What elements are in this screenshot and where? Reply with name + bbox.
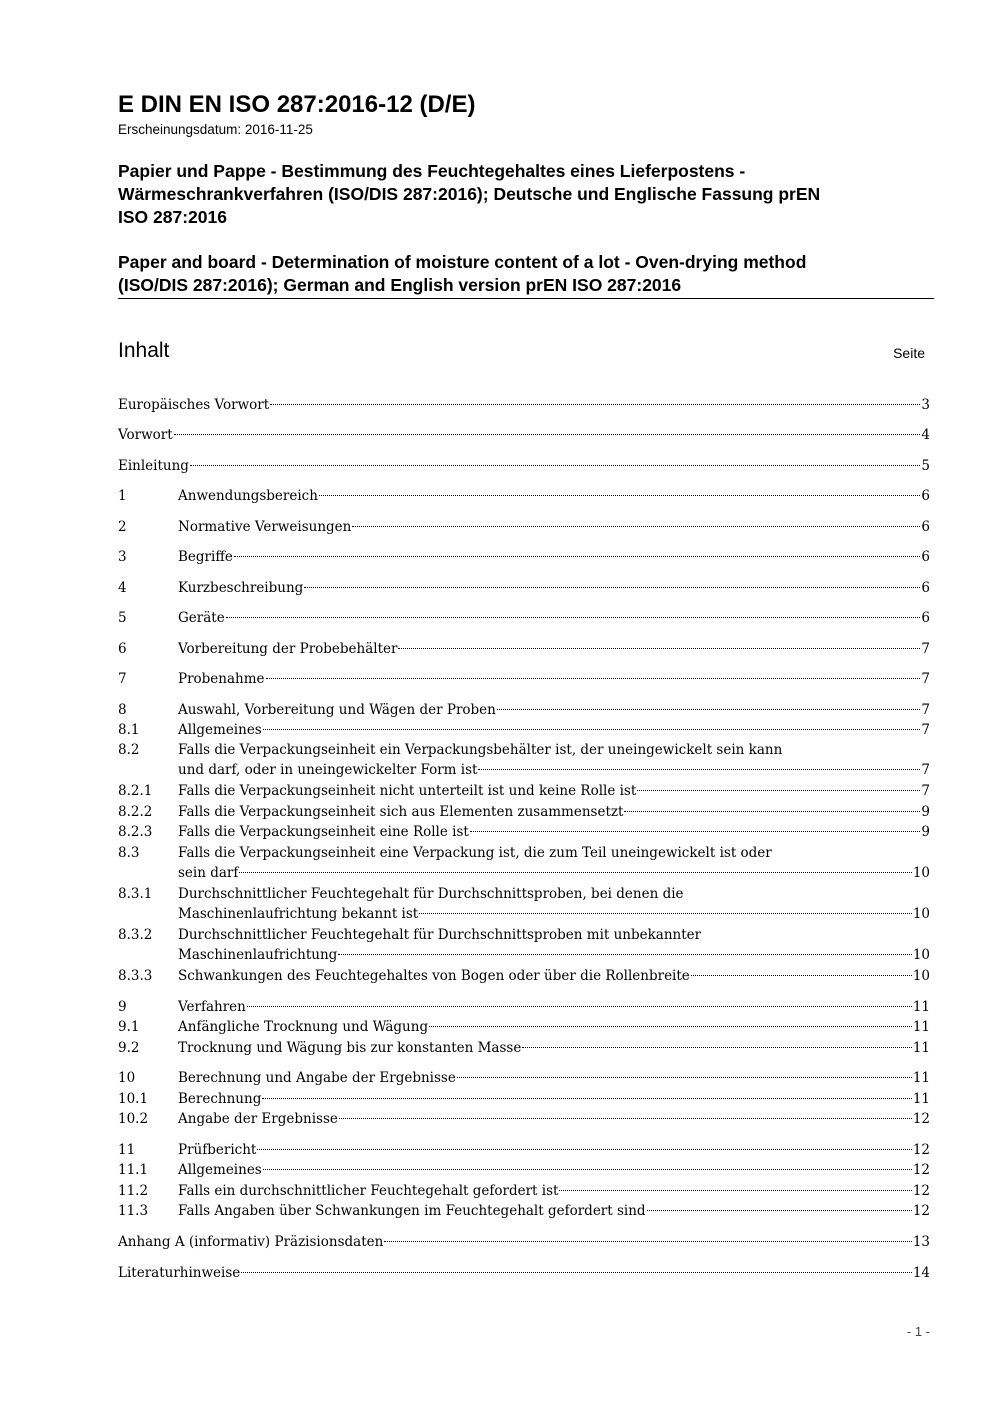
toc-entry[interactable] bbox=[118, 1017, 930, 1037]
toc-entry-continuation[interactable] bbox=[118, 760, 930, 780]
toc-entry-page: 6 bbox=[921, 488, 930, 504]
toc-entry-number: 8.3 bbox=[118, 845, 140, 861]
toc-entry-page: 11 bbox=[912, 1040, 930, 1056]
toc-entry[interactable] bbox=[118, 547, 930, 567]
toc-dot-leader bbox=[319, 494, 920, 496]
toc-page-column-label: Seite bbox=[893, 345, 925, 361]
toc-dot-leader bbox=[497, 708, 921, 710]
toc-entry-page: 9 bbox=[921, 824, 930, 840]
toc-entry-title: Verfahren bbox=[178, 999, 246, 1015]
toc-entry-title: Falls die Verpackungseinheit sich aus Elementen zusammensetzt bbox=[178, 804, 624, 820]
toc-entry-page: 7 bbox=[921, 722, 930, 738]
document-id: E DIN EN ISO 287:2016-12 (D/E) bbox=[118, 91, 476, 118]
title-german-line: Wärmeschrankverfahren (ISO/DIS 287:2016); Deutsche und Englische Fassung prEN bbox=[118, 184, 821, 204]
toc-entry[interactable] bbox=[118, 1140, 930, 1160]
toc-entry[interactable] bbox=[118, 1089, 930, 1109]
toc-entry[interactable] bbox=[118, 669, 930, 689]
toc-entry-number: 8.1 bbox=[118, 722, 140, 738]
toc-entry-number: 1 bbox=[118, 488, 127, 504]
toc-entry-number: 10.2 bbox=[118, 1111, 149, 1127]
toc-dot-leader bbox=[637, 789, 920, 791]
toc-dot-leader bbox=[263, 728, 921, 730]
toc-entry[interactable] bbox=[118, 425, 930, 445]
toc-entry-page: 12 bbox=[912, 1142, 930, 1158]
toc-entry-title: Anwendungsbereich bbox=[178, 488, 318, 504]
toc-entry-number: 8.2.3 bbox=[118, 824, 153, 840]
toc-entry[interactable] bbox=[118, 1160, 930, 1180]
toc-dot-leader bbox=[263, 1168, 912, 1170]
toc-entry-page: 7 bbox=[921, 641, 930, 657]
toc-entry-number: 7 bbox=[118, 671, 127, 687]
toc-dot-leader bbox=[398, 647, 920, 649]
toc-entry-title: Auswahl, Vorbereitung und Wägen der Proben bbox=[178, 702, 496, 718]
toc-entry[interactable] bbox=[118, 1068, 930, 1088]
toc-entry[interactable] bbox=[118, 966, 930, 986]
toc-entry[interactable] bbox=[118, 997, 930, 1017]
toc-entry-number: 8.3.1 bbox=[118, 886, 153, 902]
toc-dot-leader bbox=[624, 810, 920, 812]
title-german-line: ISO 287:2016 bbox=[118, 207, 227, 227]
toc-entry-number: 3 bbox=[118, 549, 127, 565]
toc-entry-page: 3 bbox=[921, 397, 930, 413]
toc-dot-leader bbox=[647, 1209, 912, 1211]
toc-entry-page: 5 bbox=[921, 458, 930, 474]
toc-dot-leader bbox=[174, 433, 921, 435]
toc-entry-number: 8.3.2 bbox=[118, 927, 153, 943]
toc-entry-number: 11.2 bbox=[118, 1183, 149, 1199]
toc-entry[interactable] bbox=[118, 720, 930, 740]
toc-entry-title: Vorbereitung der Probebehälter bbox=[178, 641, 398, 657]
toc-entry-page: 6 bbox=[921, 610, 930, 626]
toc-entry[interactable] bbox=[118, 822, 930, 842]
title-english-line: Paper and board - Determination of moisture content of a lot - Oven-drying method bbox=[118, 252, 807, 272]
toc-entry-page: 11 bbox=[912, 1091, 930, 1107]
toc-dot-leader bbox=[419, 912, 912, 914]
toc-entry[interactable] bbox=[118, 843, 930, 863]
toc-entry-number: 8.2 bbox=[118, 742, 140, 758]
toc-entry[interactable] bbox=[118, 486, 930, 506]
toc-entry-page: 12 bbox=[912, 1111, 930, 1127]
toc-entry[interactable] bbox=[118, 700, 930, 720]
toc-entry-title: Berechnung und Angabe der Ergebnisse bbox=[178, 1070, 456, 1086]
toc-entry-number: 11.1 bbox=[118, 1162, 149, 1178]
toc-entry-title-continuation: und darf, oder in uneingewickelter Form ist bbox=[178, 762, 478, 778]
toc-entry-number: 8.2.2 bbox=[118, 804, 153, 820]
toc-entry-title: Falls die Verpackungseinheit ein Verpackungsbehälter ist, der uneingewickelt sein kann bbox=[178, 742, 783, 758]
toc-entry-title-continuation: Maschinenlaufrichtung bekannt ist bbox=[178, 906, 419, 922]
toc-entry-title: Geräte bbox=[178, 610, 225, 626]
toc-entry-title: Trocknung und Wägung bis zur konstanten Masse bbox=[178, 1040, 522, 1056]
toc-entry-title: Schwankungen des Feuchtegehaltes von Bogen oder über die Rollenbreite bbox=[178, 968, 690, 984]
toc-entry[interactable] bbox=[118, 781, 930, 801]
toc-heading: Inhalt bbox=[118, 339, 170, 362]
toc-entry-page: 10 bbox=[912, 968, 930, 984]
toc-entry[interactable] bbox=[118, 517, 930, 537]
toc-dot-leader bbox=[190, 464, 920, 466]
toc-entry[interactable] bbox=[118, 456, 930, 476]
toc-entry-number: 4 bbox=[118, 580, 127, 596]
toc-dot-leader bbox=[338, 953, 912, 955]
toc-entry-title: Falls Angaben über Schwankungen im Feuchtegehalt gefordert sind bbox=[178, 1203, 646, 1219]
toc-entry[interactable] bbox=[118, 1038, 930, 1058]
toc-entry-number: 10 bbox=[118, 1070, 136, 1086]
toc-entry[interactable] bbox=[118, 1109, 930, 1129]
toc-entry-title: Falls die Verpackungseinheit eine Rolle ist bbox=[178, 824, 469, 840]
toc-entry-page: 11 bbox=[912, 999, 930, 1015]
toc-entry-title: Falls ein durchschnittlicher Feuchtegehalt gefordert ist bbox=[178, 1183, 559, 1199]
toc-entry[interactable] bbox=[118, 925, 930, 945]
toc-dot-leader bbox=[241, 1271, 912, 1273]
toc-entry-page: 7 bbox=[921, 702, 930, 718]
toc-entry-title: Europäisches Vorwort bbox=[118, 397, 270, 413]
toc-entry-page: 10 bbox=[912, 865, 930, 881]
toc-entry-page: 6 bbox=[921, 580, 930, 596]
toc-entry-page: 9 bbox=[921, 804, 930, 820]
toc-entry-page: 13 bbox=[912, 1234, 930, 1250]
toc-entry-page: 12 bbox=[912, 1183, 930, 1199]
toc-entry-title: Prüfbericht bbox=[178, 1142, 257, 1158]
toc-dot-leader bbox=[352, 525, 920, 527]
table-of-contents bbox=[118, 0, 930, 1403]
toc-dot-leader bbox=[262, 1097, 911, 1099]
toc-entry-title: Durchschnittlicher Feuchtegehalt für Durchschnittsproben mit unbekannter bbox=[178, 927, 702, 943]
toc-dot-leader bbox=[234, 555, 921, 557]
toc-entry[interactable] bbox=[118, 740, 930, 760]
toc-entry-title: Allgemeines bbox=[178, 1162, 262, 1178]
toc-entry[interactable] bbox=[118, 802, 930, 822]
toc-entry-page: 10 bbox=[912, 947, 930, 963]
toc-entry-number: 9.2 bbox=[118, 1040, 140, 1056]
toc-entry-title: Probenahme bbox=[178, 671, 265, 687]
toc-entry-number: 6 bbox=[118, 641, 127, 657]
toc-entry-title: Einleitung bbox=[118, 458, 189, 474]
toc-entry-title: Durchschnittlicher Feuchtegehalt für Durchschnittsproben, bei denen die bbox=[178, 886, 684, 902]
toc-entry-title: Angabe der Ergebnisse bbox=[178, 1111, 338, 1127]
toc-entry-continuation[interactable] bbox=[118, 945, 930, 965]
toc-entry-continuation[interactable] bbox=[118, 904, 930, 924]
toc-entry-page: 12 bbox=[912, 1162, 930, 1178]
toc-entry-page: 11 bbox=[912, 1019, 930, 1035]
toc-entry-number: 11.3 bbox=[118, 1203, 149, 1219]
toc-entry-number: 9.1 bbox=[118, 1019, 140, 1035]
toc-entry-page: 7 bbox=[921, 762, 930, 778]
toc-entry-page: 7 bbox=[921, 671, 930, 687]
toc-entry-title: Anhang A (informativ) Präzisionsdaten bbox=[118, 1234, 384, 1250]
toc-entry-page: 12 bbox=[912, 1203, 930, 1219]
toc-entry-title: Kurzbeschreibung bbox=[178, 580, 304, 596]
toc-dot-leader bbox=[304, 586, 920, 588]
toc-entry-page: 6 bbox=[921, 549, 930, 565]
toc-dot-leader bbox=[691, 974, 912, 976]
toc-dot-leader bbox=[522, 1046, 911, 1048]
title-english-line: (ISO/DIS 287:2016); German and English version prEN ISO 287:2016 bbox=[118, 275, 682, 295]
toc-entry-title: Allgemeines bbox=[178, 722, 262, 738]
toc-entry-number: 11 bbox=[118, 1142, 136, 1158]
toc-dot-leader bbox=[384, 1240, 912, 1242]
toc-entry[interactable] bbox=[118, 395, 930, 415]
toc-entry-title: Falls die Verpackungseinheit nicht unterteilt ist und keine Rolle ist bbox=[178, 783, 637, 799]
toc-entry-number: 5 bbox=[118, 610, 127, 626]
toc-entry-title-continuation: Maschinenlaufrichtung bbox=[178, 947, 338, 963]
toc-entry-title: Literaturhinweise bbox=[118, 1265, 241, 1281]
toc-dot-leader bbox=[559, 1189, 911, 1191]
toc-entry[interactable] bbox=[118, 639, 930, 659]
toc-entry-number: 10.1 bbox=[118, 1091, 149, 1107]
toc-entry-page: 10 bbox=[912, 906, 930, 922]
toc-entry-number: 8.2.1 bbox=[118, 783, 153, 799]
toc-dot-leader bbox=[457, 1076, 912, 1078]
toc-entry[interactable] bbox=[118, 578, 930, 598]
toc-entry-title: Anfängliche Trocknung und Wägung bbox=[178, 1019, 429, 1035]
toc-dot-leader bbox=[478, 768, 920, 770]
toc-entry-page: 7 bbox=[921, 783, 930, 799]
toc-entry-title: Begriffe bbox=[178, 549, 233, 565]
toc-dot-leader bbox=[339, 1117, 912, 1119]
toc-entry[interactable] bbox=[118, 608, 930, 628]
toc-entry[interactable] bbox=[118, 1201, 930, 1221]
toc-entry-number: 9 bbox=[118, 999, 127, 1015]
toc-entry-title: Normative Verweisungen bbox=[178, 519, 352, 535]
toc-dot-leader bbox=[470, 830, 921, 832]
toc-dot-leader bbox=[247, 1005, 912, 1007]
toc-dot-leader bbox=[257, 1148, 912, 1150]
toc-entry[interactable] bbox=[118, 1263, 930, 1283]
toc-dot-leader bbox=[266, 677, 921, 679]
toc-dot-leader bbox=[429, 1025, 912, 1027]
page-number: - 1 - bbox=[906, 1324, 930, 1339]
toc-dot-leader bbox=[226, 616, 921, 618]
toc-entry-page: 14 bbox=[912, 1265, 930, 1281]
toc-entry-number: 8 bbox=[118, 702, 127, 718]
toc-entry-page: 4 bbox=[921, 427, 930, 443]
title-german-line: Papier und Pappe - Bestimmung des Feuchtegehaltes eines Lieferpostens - bbox=[118, 161, 746, 181]
toc-entry-number: 8.3.3 bbox=[118, 968, 153, 984]
publication-date: Erscheinungsdatum: 2016-11-25 bbox=[118, 122, 313, 137]
toc-entry-title: Falls die Verpackungseinheit eine Verpackung ist, die zum Teil uneingewickelt ist oder bbox=[178, 845, 772, 861]
toc-entry[interactable] bbox=[118, 1181, 930, 1201]
toc-entry-page: 11 bbox=[912, 1070, 930, 1086]
toc-dot-leader bbox=[270, 403, 920, 405]
toc-entry[interactable] bbox=[118, 884, 930, 904]
toc-entry-title: Berechnung bbox=[178, 1091, 262, 1107]
toc-entry-title: Vorwort bbox=[118, 427, 173, 443]
toc-entry-number: 2 bbox=[118, 519, 127, 535]
toc-entry-continuation[interactable] bbox=[118, 863, 930, 883]
toc-entry-title-continuation: sein darf bbox=[178, 865, 239, 881]
toc-dot-leader bbox=[239, 871, 911, 873]
toc-entry[interactable] bbox=[118, 1232, 930, 1252]
toc-entry-page: 6 bbox=[921, 519, 930, 535]
